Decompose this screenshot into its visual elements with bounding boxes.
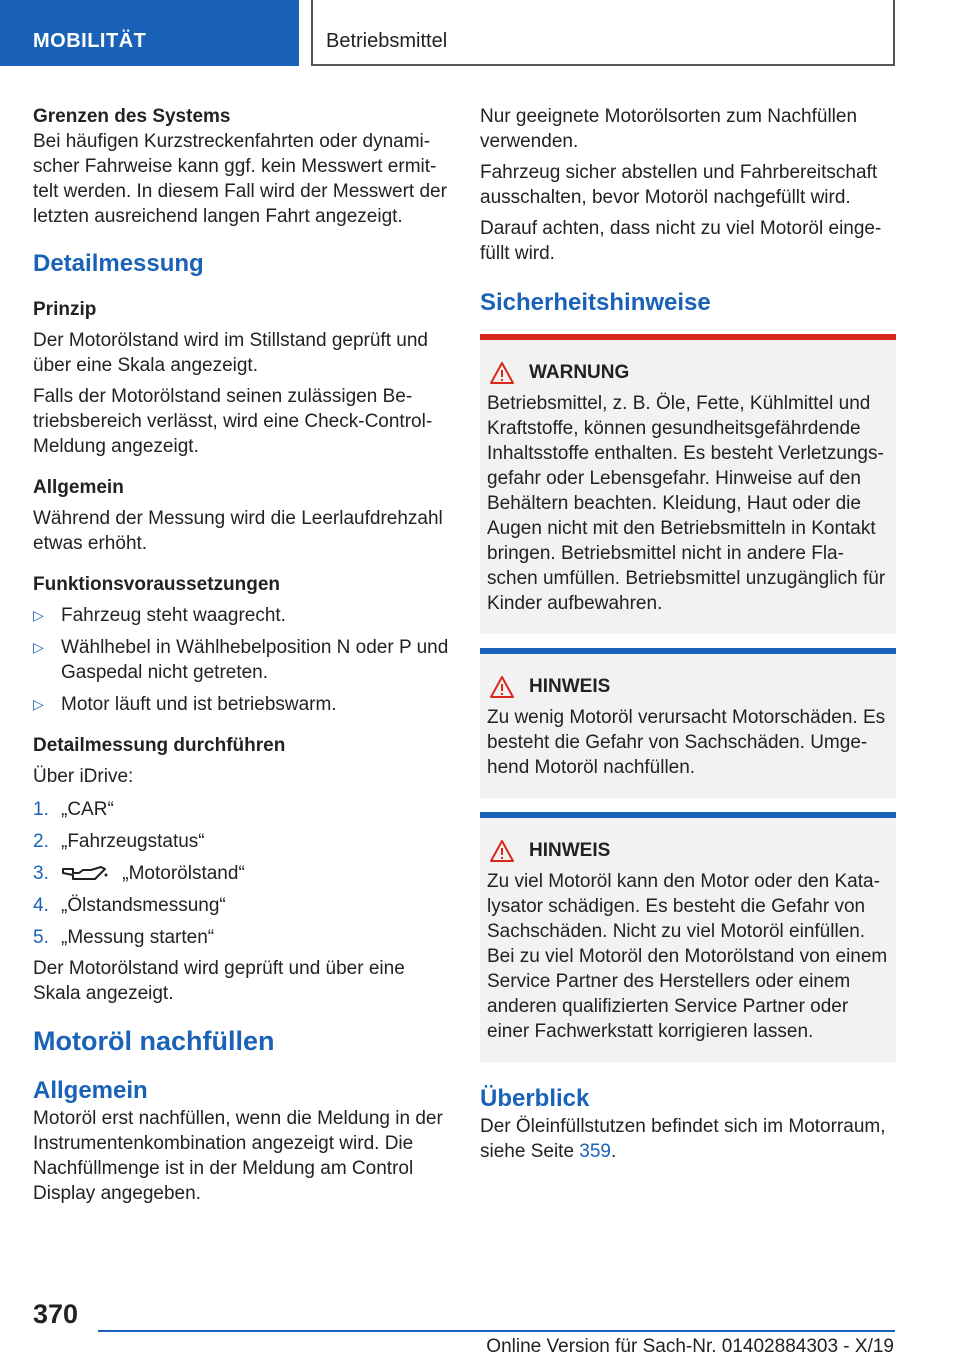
refill-heading: Motoröl nachfüllen: [33, 1026, 275, 1056]
notice-text-2: Zu viel Motoröl kann den Motor oder den Katalysator schädigen. Es besteht die Gefahr von Sachschäden. Nicht zu viel Motoröl einfüllen. Bei zu viel Motoröl den Motorölstand von einem Service Partner des Herstellers oder einem anderen qualifizierten Service Partner oder einer Fachwerkstatt korrigieren lassen.: [487, 871, 888, 1042]
right-column: [480, 104, 896, 1164]
triangle-bullet-icon: ▷: [33, 639, 44, 655]
notice-box-2: [480, 812, 896, 1062]
warning-title: WARNUNG: [487, 360, 888, 385]
requirements-list: [33, 603, 449, 717]
limits-text: Bei häufigen Kurzstreckenfahrten oder dynamischer Fahrweise kann ggf. kein Messwert ermittelt werden. In diesem Fall wird der Messwert der letzten ausreichend langen Fahrt angezeigt.: [33, 131, 447, 227]
footer-online-version: Online Version für Sach-Nr. 01402884303 - X/19: [486, 1336, 894, 1357]
page-number: 370: [33, 1299, 79, 1329]
list-item: ▷ Motor läuft und ist betriebswarm.: [33, 694, 337, 715]
notice-title-2: HINWEIS: [487, 838, 888, 863]
safety-heading: Sicherheitshinweise: [480, 289, 711, 316]
list-item: ▷ Wählhebel in Wählhebelposition N oder P und Gaspedal nicht getreten.: [33, 637, 449, 683]
list-item: ▷ Fahrzeug steht waagrecht.: [33, 605, 286, 626]
oil-can-icon: [61, 863, 109, 885]
warning-box: [480, 334, 896, 634]
principle-text-2: Falls der Motorölstand seinen zulässigen Betriebsbereich verlässt, wird eine Check-Control-Meldung angezeigt.: [33, 386, 433, 457]
footer-divider: [98, 1330, 895, 1332]
warning-triangle-icon: [489, 361, 515, 385]
chapter-header: [311, 0, 895, 66]
principle-text-1: Der Motorölstand wird im Stillstand geprüft und über eine Skala angezeigt.: [33, 330, 428, 376]
chapter-title: Betriebsmittel: [326, 30, 448, 52]
left-column: [33, 104, 449, 1206]
principle-heading: Prinzip: [33, 299, 97, 320]
refill-text-3: Darauf achten, dass nicht zu viel Motoröl eingefüllt wird.: [480, 218, 882, 264]
refill-text-2: Fahrzeug sicher abstellen und Fahrbereitschaft ausschalten, bevor Motoröl nachgefüllt wird.: [480, 162, 878, 208]
refill-text-1: Nur geeignete Motorölsorten zum Nachfüllen verwenden.: [480, 106, 858, 152]
notice-triangle-icon: [489, 675, 515, 699]
triangle-bullet-icon: ▷: [33, 607, 44, 623]
list-item: 2. „Fahrzeugstatus“: [33, 831, 205, 852]
notice-text-1: Zu wenig Motoröl verursacht Motorschäden. Es besteht die Gefahr von Sachschäden. Umgehend Motoröl nachfüllen.: [487, 707, 886, 778]
list-item: 4. „Ölstandsmessung“: [33, 895, 226, 916]
perform-heading: Detailmessung durchführen: [33, 735, 286, 756]
refill-general-heading: Allgemein: [33, 1077, 148, 1104]
refill-general-text: Motoröl erst nachfüllen, wenn die Meldung in der Instrumentenkombination angezeigt wird. Die Nachfüllmenge ist in der Meldung am Control Display angegeben.: [33, 1108, 443, 1204]
notice-box-1: [480, 648, 896, 798]
perform-intro: Über iDrive:: [33, 766, 134, 787]
overview-heading: Überblick: [480, 1085, 590, 1112]
notice-triangle-icon: [489, 839, 515, 863]
general-heading: Allgemein: [33, 477, 124, 498]
list-item: 5. „Messung starten“: [33, 927, 215, 948]
limits-heading: Grenzen des Systems: [33, 106, 231, 127]
detail-heading: Detailmessung: [33, 250, 204, 277]
list-item: 3. „Motorölstand“: [33, 863, 245, 884]
general-text: Während der Messung wird die Leerlaufdrehzahl etwas erhöht.: [33, 508, 443, 554]
section-title: MOBILITÄT: [33, 30, 147, 52]
steps-list: [33, 797, 449, 950]
requirements-heading: Funktionsvoraussetzungen: [33, 574, 281, 595]
triangle-bullet-icon: ▷: [33, 696, 44, 712]
overview-text: Der Öleinfüllstutzen befindet sich im Motorraum, siehe Seite 359.: [480, 1116, 886, 1162]
page-reference-link[interactable]: 359: [579, 1141, 611, 1162]
list-item: 1. „CAR“: [33, 799, 114, 820]
notice-title-1: HINWEIS: [487, 674, 888, 699]
warning-text: Betriebsmittel, z. B. Öle, Fette, Kühlmittel und Kraftstoffe, können gesundheitsgefährdende Inhaltsstoffe enthalten. Es besteht Verletzungsgefahr oder Lebensgefahr. Hinweise auf den Behältern beachten. Kleidung, Haut oder die Augen nicht mit den Betriebsmitteln in Kontakt bringen. Betriebsmittel nicht in andere Flaschen umfüllen. Betriebsmittel unzugänglich für Kinder aufbewahren.: [487, 393, 886, 614]
perform-result: Der Motorölstand wird geprüft und über eine Skala angezeigt.: [33, 958, 405, 1004]
section-tab: [0, 0, 299, 66]
